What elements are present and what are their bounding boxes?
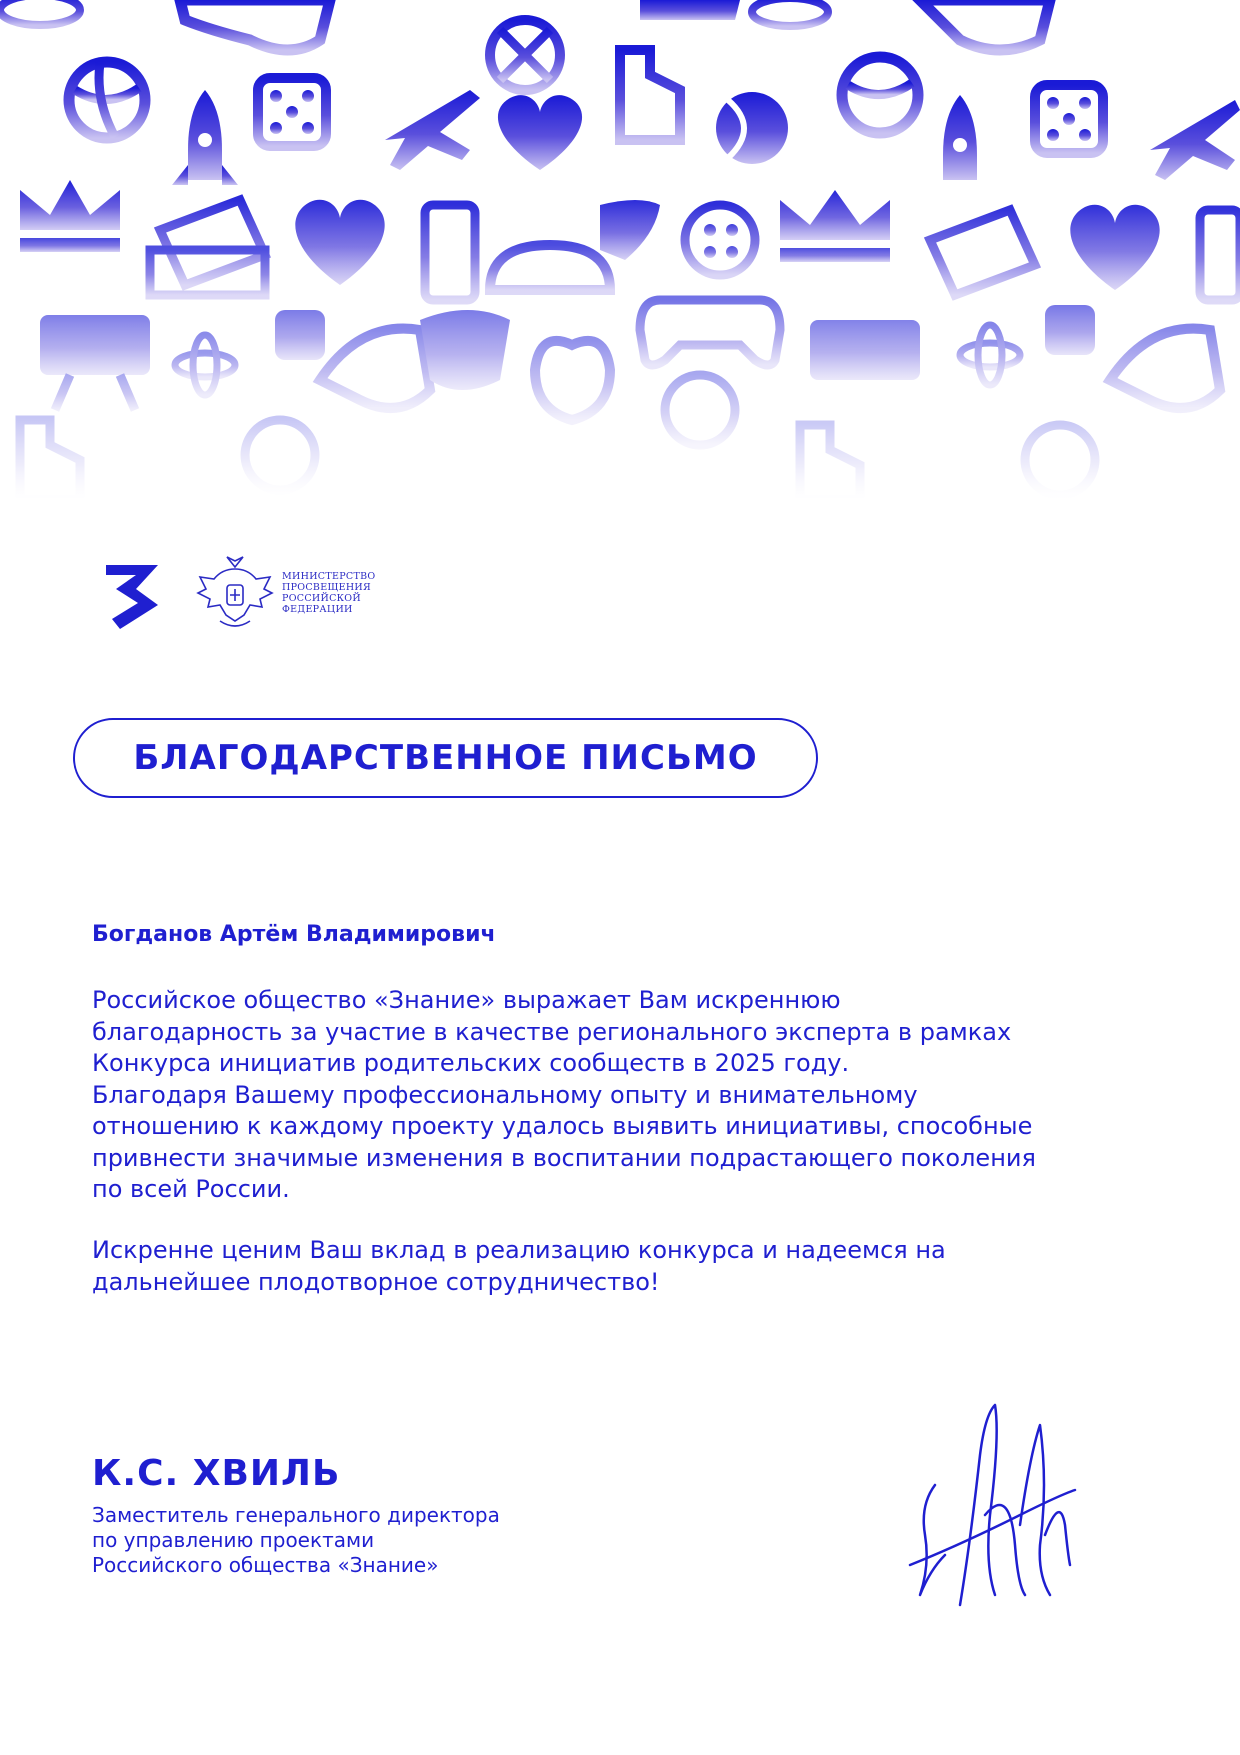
body-line: по всей России. xyxy=(92,1175,290,1203)
recipient-name: Богданов Артём Владимирович xyxy=(92,922,496,947)
handwritten-signature xyxy=(900,1395,1090,1625)
signer-name: К.С. ХВИЛЬ xyxy=(92,1453,341,1494)
logo-bar xyxy=(90,548,392,638)
znanie-z-icon xyxy=(98,553,168,633)
ministry-name xyxy=(282,571,392,615)
znanie-logo xyxy=(90,549,176,637)
body-paragraph-1 xyxy=(92,985,1172,1206)
body-line: привнести значимые изменения в воспитании подрастающего поколения xyxy=(92,1143,1036,1172)
body-line: Искренне ценим Ваш вклад в реализацию конкурса и надеемся на xyxy=(92,1236,946,1264)
body-paragraph-2 xyxy=(92,1235,1172,1298)
signer-role-line: Заместитель генерального директора xyxy=(92,1503,500,1527)
body-line: дальнейшее плодотворное сотрудничество! xyxy=(92,1267,660,1296)
body-line: Российское общество «Знание» выражает Вам искреннюю xyxy=(92,986,841,1014)
body-line: благодарность за участие в качестве регионального эксперта в рамках xyxy=(92,1017,1012,1046)
signer-role-line: Российского общества «Знание» xyxy=(92,1553,439,1577)
ministry-line: РОССИЙСКОЙ xyxy=(282,593,361,604)
document-title: БЛАГОДАРСТВЕННОЕ ПИСЬМО xyxy=(133,738,758,778)
ministry-line: МИНИСТЕРСТВО xyxy=(282,571,376,582)
ministry-line: ФЕДЕРАЦИИ xyxy=(282,604,353,615)
pattern-fade xyxy=(0,0,1240,500)
ministry-line: ПРОСВЕЩЕНИЯ xyxy=(282,582,371,593)
russian-emblem-icon xyxy=(192,549,278,637)
signer-role xyxy=(92,1503,500,1578)
document-title-box xyxy=(73,718,818,798)
body-line: Благодаря Вашему профессиональному опыту и внимательному xyxy=(92,1080,918,1109)
body-line: Конкурса инициатив родительских сообществ в 2025 году. xyxy=(92,1049,850,1077)
signer-role-line: по управлению проектами xyxy=(92,1528,375,1552)
body-line: отношению к каждому проекту удалось выявить инициативы, способные xyxy=(92,1112,1033,1140)
